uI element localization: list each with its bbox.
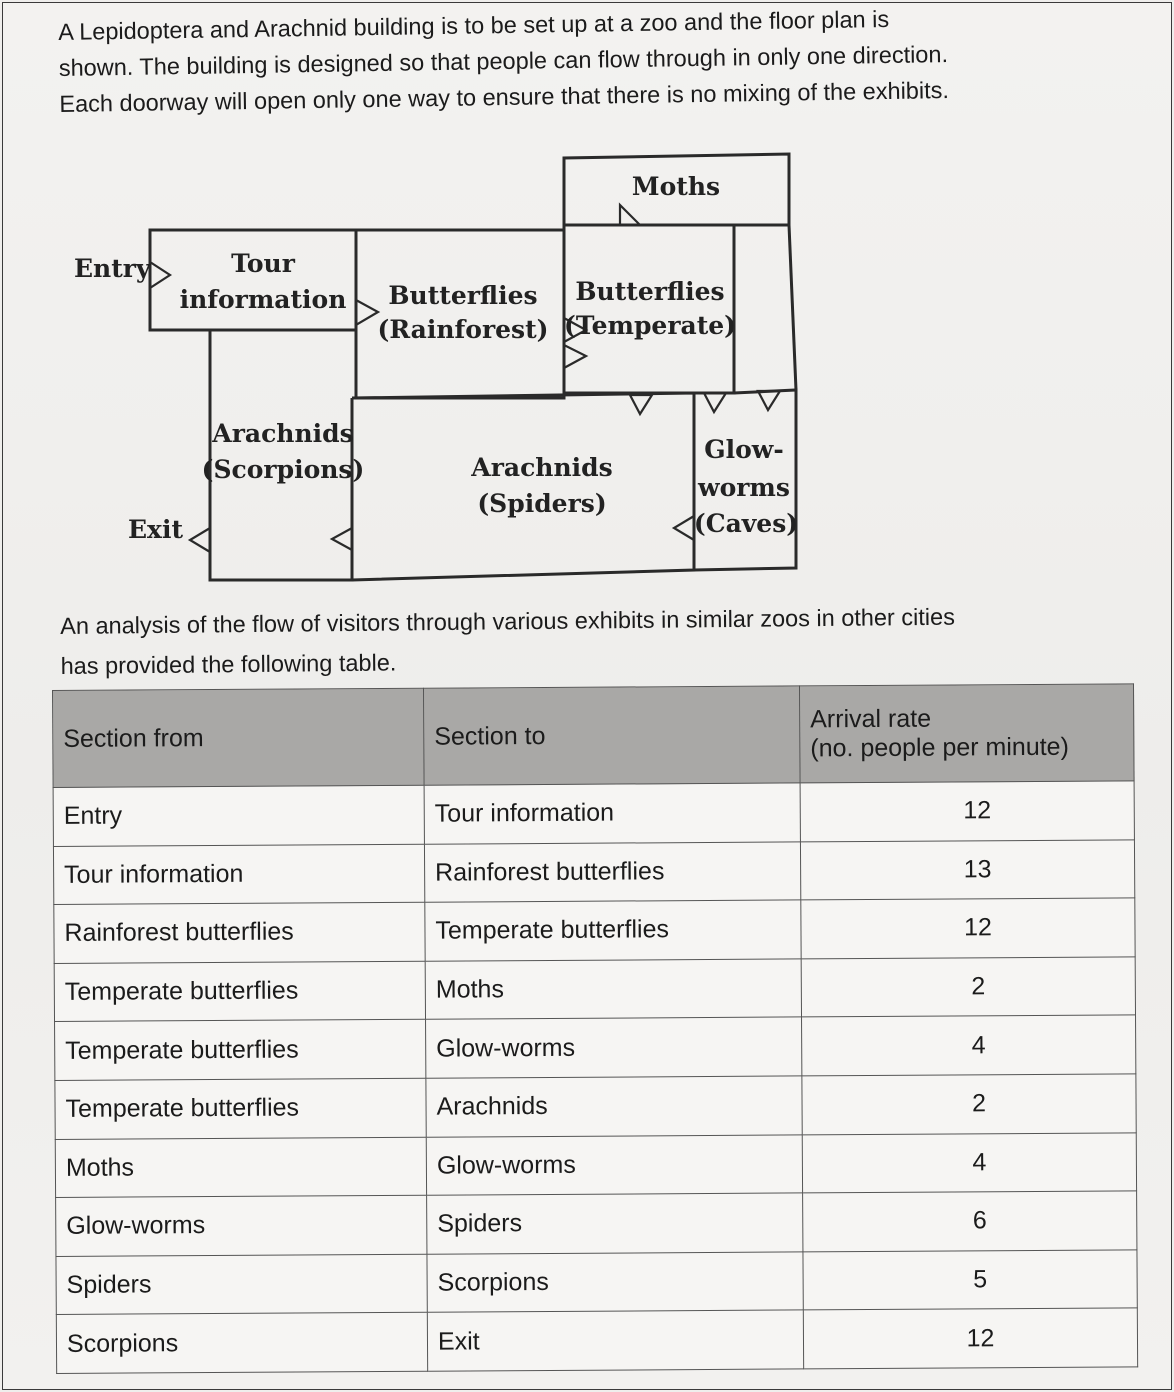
table-row: [53, 839, 1134, 904]
exit-label: Exit: [128, 515, 184, 544]
door-icon: [630, 395, 652, 414]
exit-door-icon: [190, 528, 210, 552]
header-arrival-rate-line: Arrival rate: [810, 704, 932, 734]
table-row: [56, 1191, 1137, 1256]
intro-line: shown. The building is designed so that people can flow through in only one direction.: [58, 41, 949, 81]
cell-to: Temperate butterflies: [425, 900, 801, 961]
header-section-from: Section from: [53, 688, 425, 787]
cell-rate: 12: [801, 898, 1135, 959]
cell-to: Tour information: [424, 783, 800, 844]
door-icon: [674, 516, 694, 540]
cell-from: Scorpions: [56, 1313, 427, 1374]
cell-to: Glow-worms: [426, 1134, 802, 1195]
moths-label: Moths: [631, 172, 721, 201]
door-icon: [564, 345, 586, 368]
door-icon: [356, 300, 378, 325]
cell-rate: 12: [803, 1308, 1137, 1369]
door-icon: [704, 393, 726, 412]
cell-from: Rainforest butterflies: [54, 902, 425, 963]
spiders-label: (Spiders): [477, 489, 607, 518]
cell-to: Moths: [425, 959, 801, 1020]
header-section-to: Section to: [423, 686, 800, 785]
cell-from: Temperate butterflies: [55, 1078, 426, 1139]
glow-worms-label: Glow-: [704, 435, 784, 464]
cell-rate: 5: [803, 1250, 1137, 1311]
cell-from: Spiders: [56, 1254, 427, 1315]
cell-rate: 2: [801, 957, 1135, 1018]
cell-from: Temperate butterflies: [55, 1020, 426, 1081]
cell-from: Temperate butterflies: [54, 961, 425, 1022]
scorpions-label: (Scorpions): [201, 455, 365, 484]
cell-to: Rainforest butterflies: [424, 842, 800, 903]
temperate-label: Butterflies: [575, 277, 725, 306]
analysis-paragraph: [60, 595, 1121, 686]
cell-rate: 4: [802, 1132, 1136, 1193]
cell-to: Arachnids: [426, 1076, 802, 1137]
room-spiders: [352, 393, 694, 580]
cell-from: Moths: [55, 1137, 426, 1198]
door-icon: [758, 391, 780, 410]
cell-from: Entry: [53, 785, 424, 846]
floor-plan: [0, 0, 1174, 600]
rainforest-label: (Rainforest): [377, 315, 549, 344]
cell-to: Exit: [427, 1310, 803, 1371]
cell-from: Glow-worms: [56, 1195, 427, 1256]
analysis-line: has provided the following table.: [60, 649, 397, 679]
cell-rate: 4: [802, 1015, 1136, 1076]
table-row: [55, 1132, 1136, 1197]
table-row: [54, 898, 1135, 963]
intro-line: A Lepidoptera and Arachnid building is to be set up at a zoo and the floor plan is: [58, 5, 890, 45]
glow-worms-label: worms: [698, 473, 790, 502]
temperate-label: (Temperate): [564, 311, 736, 340]
table-row: [53, 781, 1134, 846]
spiders-label: Arachnids: [471, 453, 613, 482]
cell-rate: 12: [800, 781, 1134, 842]
intro-line: Each doorway will open only one way to ensure that there is no mixing of the exhibits.: [59, 77, 950, 117]
rainforest-label: Butterflies: [388, 281, 538, 310]
door-icon: [620, 205, 640, 225]
cell-rate: 6: [803, 1191, 1137, 1252]
scorpions-label: Arachnids: [212, 419, 354, 448]
cell-rate: 2: [802, 1074, 1136, 1135]
cell-to: Spiders: [427, 1193, 803, 1254]
tour-label: information: [179, 285, 347, 314]
header-arrival-rate: [799, 684, 1134, 783]
door-icon: [332, 528, 352, 550]
table-row: [54, 957, 1135, 1022]
glow-worms-label: (Caves): [693, 509, 799, 538]
room-temperate-butterflies: [564, 225, 734, 393]
tour-label: Tour: [231, 249, 295, 278]
header-arrival-rate-line: (no. people per minute): [810, 732, 1069, 763]
analysis-line: An analysis of the flow of visitors through various exhibits in similar zoos in other cities: [60, 603, 955, 639]
entry-door-icon: [150, 262, 170, 288]
cell-rate: 13: [800, 839, 1134, 900]
room-rainforest-butterflies: [356, 230, 564, 398]
table-row: [56, 1308, 1137, 1373]
table-row: [55, 1074, 1136, 1139]
cell-from: Tour information: [53, 844, 424, 905]
cell-to: Scorpions: [427, 1252, 803, 1313]
table-header-row: [53, 684, 1135, 788]
arrival-rate-table: [52, 683, 1138, 1374]
table-row: [56, 1250, 1137, 1315]
room-tour-information: [150, 230, 356, 330]
entry-label: Entry: [74, 254, 151, 283]
table-row: [55, 1015, 1136, 1080]
cell-to: Glow-worms: [426, 1017, 802, 1078]
